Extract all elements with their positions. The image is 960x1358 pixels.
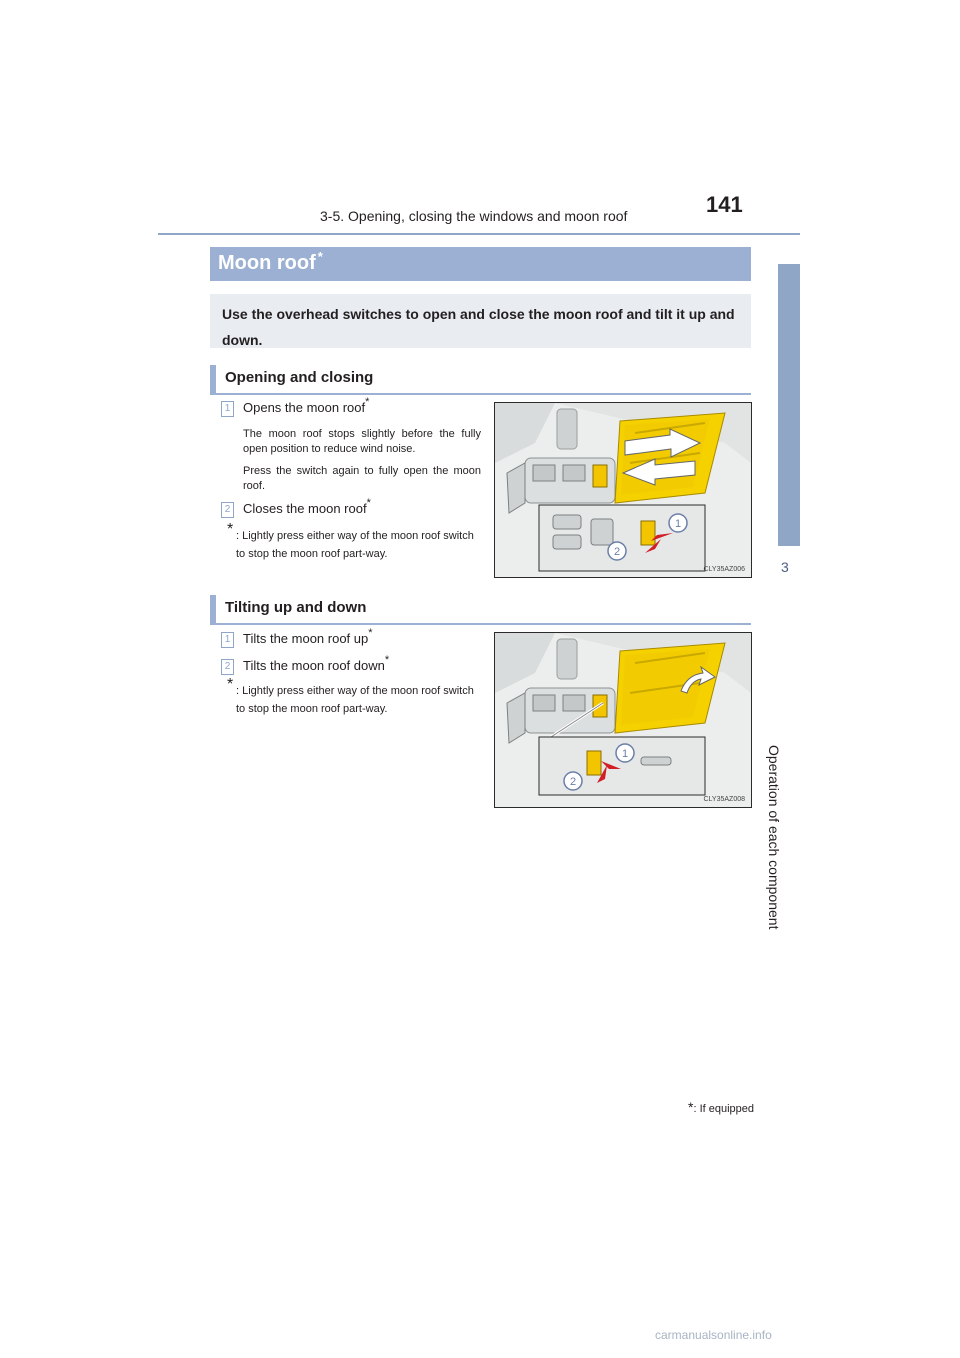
item-number-badge: 2 [221,502,234,518]
footnote-mark: * [365,396,370,408]
note-fully-open: Press the switch again to fully open the moon roof. [243,465,481,492]
callout-1: 1 [674,518,682,530]
page-title-text: Moon roof [218,252,316,274]
footnote-mark: * [384,654,390,666]
figure-code: CLY35AZ006 [703,566,745,573]
item-close-moon-roof [243,497,371,516]
figure-code: CLY35AZ008 [703,796,745,803]
item-label: Opens the moon roof [243,400,366,415]
item-number-badge: 1 [221,632,234,648]
chapter-tab [778,264,800,546]
item-label: Tilts the moon roof down [243,658,385,673]
callout-2: 2 [613,546,621,558]
footnote-asterisk: * [227,676,234,693]
footnote-text: : If equipped [693,1103,755,1115]
chapter-number: 3 [781,559,789,575]
chapter-title: Operation of each component [766,745,782,930]
heading-bar [210,365,216,393]
page-title-bar [210,247,751,281]
item-number-badge: 2 [221,659,234,675]
section-header: 3-5. Opening, closing the windows and moon roof [320,208,628,224]
watermark: carmanualsonline.info [655,1328,772,1342]
intro-box [210,294,751,348]
illustration-opening-closing [494,402,752,578]
intro-text: Use the overhead switches to open and close the moon roof and tilt it up and down. [222,306,735,348]
section-heading-opening [210,365,751,395]
footnote-part-way: : Lightly press either way of the moon roof switch to stop the moon roof part-way. [236,685,474,715]
item-tilt-down [243,654,390,673]
footnote-asterisk: * [227,521,234,538]
section-heading-tilting [210,595,751,625]
illustration-tilting [494,632,752,808]
page-title [218,249,323,275]
footnote-mark: * [366,497,371,509]
callout-2: 2 [569,776,577,788]
footnote-part-way: : Lightly press either way of the moon roof switch to stop the moon roof part-way. [236,530,474,560]
if-equipped-mark: * [317,249,323,264]
item-label: Closes the moon roof [243,501,367,516]
footnote-asterisk: * [688,1099,694,1115]
header-divider [158,233,800,235]
item-tilt-up [243,627,373,646]
heading-bar [210,595,216,623]
heading-text: Tilting up and down [225,599,367,616]
heading-text: Opening and closing [225,369,374,386]
item-open-moon-roof [243,396,370,415]
moon-roof-switch-illustration [495,403,751,577]
footnote-mark: * [368,627,373,639]
page-number: 141 [706,192,743,217]
note-wind-noise: The moon roof stops slightly before the fully open position to reduce wind noise. [243,428,481,455]
page-footnote [688,1099,754,1115]
item-number-badge: 1 [221,401,234,417]
callout-1: 1 [621,748,629,760]
item-label: Tilts the moon roof up [243,631,369,646]
moon-roof-tilt-illustration [495,633,751,807]
